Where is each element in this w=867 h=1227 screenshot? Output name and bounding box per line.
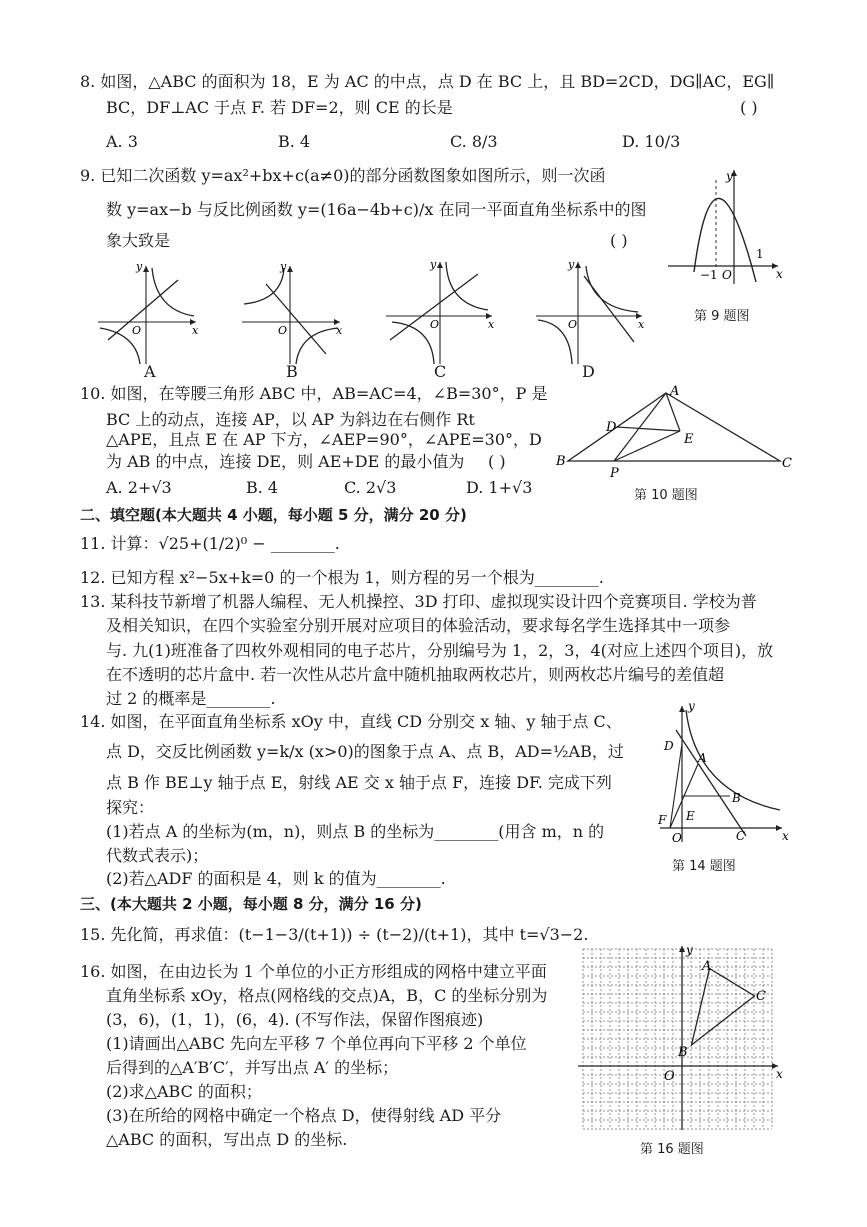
svg-text:A: A [670,384,680,399]
svg-text:y: y [568,258,575,271]
q16-grid-figure [578,944,788,1134]
svg-text:E: E [684,432,694,447]
q10-caption: 第 10 题图 [634,488,698,503]
svg-text:x: x [782,829,789,843]
svg-text:A: A [702,959,712,974]
q16-line3: (3，6)，(1，1)，(6，4). (不写作法，保留作图痕迹) [106,1010,484,1029]
svg-text:C: C [782,456,792,471]
q8-answer-paren: ( ) [740,98,758,117]
q14-line2: 点 D，交反比例函数 y=k/x (x>0)的图象于点 A、点 B，AD=½AB，过 [106,742,624,761]
svg-text:D: D [664,739,674,753]
q10-line1: 10. 如图，在等腰三角形 ABC 中，AB=AC=4，∠B=30°，P 是 [80,384,548,403]
q9-line2: 数 y=ax−b 与反比例函数 y=(16a−4b+c)/x 在同一平面直角坐标系中的图 [106,200,647,219]
q16-line1: 16. 如图，在由边长为 1 个单位的小正方形组成的网格中建立平面 [80,962,547,981]
q10-line3: △APE，且点 E 在 AP 下方，∠AEP=90°，∠APE=30°，D [106,430,542,449]
section2-heading: 二、填空题(本大题共 4 小题，每小题 5 分，满分 20 分) [80,506,467,524]
q10-line2: BC 上的动点，连接 AP，以 AP 为斜边在右侧作 Rt [106,410,475,429]
q14-line3: 点 B 作 BE⊥y 轴于点 E，射线 AE 交 x 轴于点 F，连接 DF. 完成下列 [106,773,612,792]
q15: 15. 先化简，再求值：(t−1−3/(t+1)) ÷ (t−2)/(t+1)，其中 t=√3−2. [80,925,589,944]
q14-figure [650,700,790,845]
q9-parabola-figure [668,160,788,285]
q16-line5: 后得到的△A′B′C′，并写出点 A′ 的坐标； [106,1058,399,1077]
q16-caption: 第 16 题图 [640,1142,704,1157]
q13-line4: 在不透明的芯片盒中. 若一次性从芯片盒中随机抽取两枚芯片，则两枚芯片编号的差值超 [106,665,725,684]
svg-text:O: O [568,318,578,331]
q14-line4: 探究： [106,798,155,817]
q9-line3: 象大致是 [106,231,171,250]
section3-heading: 三、(本大题共 2 小题，每小题 8 分，满分 16 分) [80,895,422,913]
svg-text:C: C [756,989,766,1004]
svg-text:C: C [736,829,746,843]
svg-text:y: y [688,699,695,713]
svg-text:O: O [664,1069,675,1084]
q16-line7: (3)在所给的网格中确定一个格点 D，使得射线 AD 平分 [106,1106,502,1125]
q9-fig-neg1-label: −1 [700,268,718,282]
q9-fig-x-label: x [776,267,783,281]
q13-line2: 及相关知识，在四个实验室分别开展对应项目的体验活动，要求每名学生选择其中一项参 [106,616,731,635]
q9-fig-y-label: y [726,169,733,183]
q10-option-b: B. 4 [246,478,279,497]
q16-line2: 直角坐标系 xOy，格点(网格线的交点)A，B，C 的坐标分别为 [106,986,548,1005]
q9-option-graph-d [534,258,650,368]
q8-option-c: C. 8/3 [450,132,498,151]
q8-line2: BC，DF⊥AC 于点 F. 若 DF=2，则 CE 的长是 [106,98,453,117]
q10-triangle-figure [550,385,795,480]
q8-option-a: A. 3 [106,132,138,151]
svg-text:O: O [278,324,288,337]
svg-text:x: x [638,318,645,331]
q10-answer-paren: ( ) [488,452,506,471]
q9-option-b-label: B [286,362,298,381]
q14-line1: 14. 如图，在平面直角坐标系 xOy 中，直线 CD 分别交 x 轴、y 轴于点 C、 [80,712,622,731]
q14-line5: (1)若点 A 的坐标为(m，n)，则点 B 的坐标为________(用含 m，n 的 [106,822,605,841]
svg-text:y: y [280,260,287,273]
q13-line3: 与. 九(1)班准备了四枚外观相同的电子芯片，分别编号为 1，2，3，4(对应上述四个项目)，放 [106,641,774,660]
q13-line1: 13. 某科技节新增了机器人编程、无人机操控、3D 打印、虚拟现实设计四个竞赛项目. 学校为普 [80,592,757,611]
q9-option-d-label: D [582,362,595,381]
q8-option-b: B. 4 [278,132,311,151]
svg-text:A: A [698,751,707,765]
q16-line6: (2)求△ABC 的面积； [106,1082,262,1101]
q9-answer-paren: ( ) [610,231,628,250]
q9-option-a-label: A [144,362,156,381]
svg-text:P: P [610,466,619,481]
q9-fig-one-label: 1 [756,247,764,261]
q12: 12. 已知方程 x²−5x+k=0 的一个根为 1，则方程的另一个根为________. [80,568,604,587]
svg-text:x: x [336,324,343,337]
svg-text:E: E [686,809,695,823]
q8-option-d: D. 10/3 [622,132,681,151]
q16-line4: (1)请画出△ABC 先向左平移 7 个单位再向下平移 2 个单位 [106,1034,527,1053]
q16-line8: △ABC 的面积，写出点 D 的坐标. [106,1130,348,1149]
q9-line1: 9. 已知二次函数 y=ax²+bx+c(a≠0)的部分函数图象如图所示，则一次函 [80,166,606,185]
q9-fig-origin-label: O [722,268,732,282]
q13-line5: 过 2 的概率是________. [106,689,276,708]
svg-text:O: O [430,318,440,331]
q11: 11. 计算：√25+(1/2)⁰ − ________. [80,534,340,553]
svg-text:B: B [556,454,566,469]
q8-line1: 8. 如图，△ABC 的面积为 18，E 为 AC 的中点，点 D 在 BC 上，且 BD=2CD，DG∥AC，EG∥ [80,72,775,91]
svg-text:x: x [192,324,199,337]
q10-option-c: C. 2√3 [344,478,397,497]
svg-text:B: B [678,1045,688,1060]
svg-text:x: x [776,1067,783,1081]
q9-option-c-label: C [434,362,447,381]
q9-option-graph-c [384,258,500,368]
q10-option-d: D. 1+√3 [466,478,533,497]
svg-text:y: y [136,260,143,273]
q10-line4: 为 AB 的中点，连接 DE，则 AE+DE 的最小值为 [106,452,465,471]
svg-text:B: B [732,791,741,805]
svg-text:y: y [686,943,693,957]
q14-line6: 代数式表示)； [106,846,209,865]
svg-text:x: x [488,318,495,331]
svg-text:O: O [132,324,142,337]
q9-option-graph-b [240,258,350,368]
svg-text:D: D [606,420,617,435]
q10-option-a: A. 2+√3 [106,478,172,497]
q14-line7: (2)若△ADF 的面积是 4，则 k 的值为________. [106,869,446,888]
q9-caption: 第 9 题图 [694,309,750,324]
q9-option-graph-a [96,258,206,368]
q14-caption: 第 14 题图 [672,859,736,874]
svg-text:y: y [430,258,437,271]
svg-text:F: F [658,813,667,827]
svg-text:O: O [672,831,682,845]
